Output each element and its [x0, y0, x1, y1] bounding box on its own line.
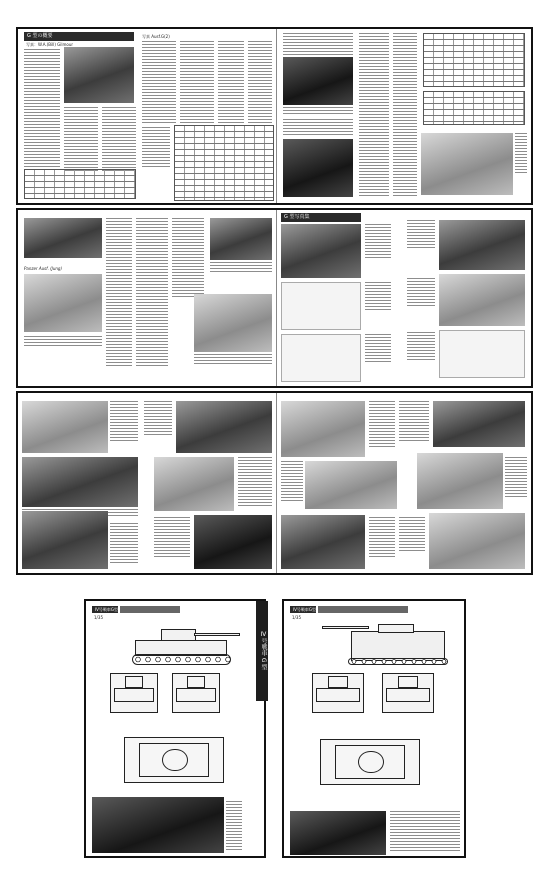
combat-caption-4 — [144, 401, 172, 437]
armor-table — [423, 33, 525, 87]
combat-photo-4 — [176, 401, 272, 453]
article-title: G 型の概要 — [24, 32, 134, 41]
tank-field-photo — [421, 133, 513, 195]
combat-caption-5 — [238, 457, 272, 507]
gallery-caption-1 — [365, 224, 391, 260]
factory-photo — [283, 57, 353, 105]
body-text-col-f — [248, 41, 272, 123]
spread-1-right-tag: 写真 Ausf.G(2) — [142, 34, 170, 39]
rear-view-drawing — [172, 673, 220, 713]
tank-side-photo — [24, 218, 102, 258]
drawing-header-left: IV号戦車G型 — [92, 606, 118, 613]
drawing-page-left — [84, 599, 266, 858]
front-view-drawing-right — [312, 673, 364, 713]
gun-performance-table — [423, 91, 525, 125]
side-view-drawing-skirts — [342, 617, 454, 665]
column-caption-2 — [399, 401, 429, 441]
spread-2-right-page — [277, 210, 531, 386]
column-photo-5 — [281, 515, 365, 569]
combat-photo-2 — [22, 457, 138, 507]
gallery-photo-4 — [439, 220, 525, 270]
spread-1-right-page — [277, 29, 531, 203]
intro-text — [24, 49, 60, 169]
caption-assembly — [283, 119, 353, 135]
photo-caption-script: Panzer Ausf. (Jung) — [24, 266, 63, 271]
caption-turret — [194, 354, 272, 364]
spread-2-left-page — [18, 210, 276, 386]
caption-front — [24, 336, 102, 346]
production-table — [174, 125, 274, 201]
top-text-block — [283, 33, 353, 55]
caption-track — [210, 262, 272, 274]
body-text-col-g — [359, 33, 389, 198]
table-notes — [142, 127, 170, 167]
sidebar-title: Ⅳ号戦車 G 型 — [256, 601, 268, 701]
column-photo-1 — [281, 401, 365, 457]
text-col-3 — [172, 218, 204, 298]
body-text-col-c — [142, 41, 176, 123]
column-photo-2 — [433, 401, 525, 447]
drawing-page-right — [282, 599, 466, 858]
gallery-caption-6 — [407, 332, 435, 362]
spread-1-left-page — [18, 29, 276, 203]
caption-factory — [283, 107, 353, 115]
column-caption-5 — [369, 517, 395, 557]
combat-caption-6 — [154, 517, 190, 557]
column-photo-3 — [305, 461, 397, 509]
column-caption-6 — [399, 517, 425, 553]
body-text-col-e — [218, 41, 244, 123]
rear-view-drawing-right — [382, 673, 434, 713]
body-text-col-b — [102, 107, 136, 171]
spec-table — [24, 169, 136, 199]
spread-3-left-page — [18, 393, 276, 573]
column-photo-4 — [417, 453, 503, 509]
spread-3 — [16, 391, 533, 575]
side-view-drawing — [126, 617, 236, 665]
gallery-photo-6 — [439, 330, 525, 378]
tank-crew-photo — [64, 47, 134, 103]
combat-photo-1 — [22, 401, 108, 453]
wreck-photo-left — [92, 797, 224, 853]
gallery-photo-3 — [281, 334, 361, 382]
gallery-caption-3 — [365, 334, 391, 364]
combat-photo-6 — [194, 515, 272, 569]
drawing-subheader-right — [318, 606, 408, 613]
drawing-header-right: IV号戦車G型 — [290, 606, 316, 613]
column-caption-1 — [369, 401, 395, 447]
track-closeup-photo — [210, 218, 272, 260]
gallery-caption-2 — [365, 282, 391, 312]
wreck-caption-right — [390, 811, 460, 851]
drawing-scale-left: 1/35 — [94, 615, 103, 620]
front-view-drawing — [110, 673, 158, 713]
body-text-col-d — [180, 41, 214, 123]
body-text-col-a — [64, 107, 98, 171]
text-col-2 — [136, 218, 168, 368]
gallery-photo-5 — [439, 274, 525, 326]
combat-caption-3 — [110, 523, 138, 563]
article-credit: 写真：W.A.(Bill) Gilmour — [26, 42, 74, 47]
wreck-caption-left — [226, 801, 242, 851]
wreck-photo-right — [290, 811, 386, 855]
column-caption-4 — [505, 457, 527, 497]
assembly-line-photo — [283, 139, 353, 197]
gallery-caption-5 — [407, 278, 435, 308]
spread-1 — [16, 27, 533, 205]
column-photo-6 — [429, 513, 525, 569]
column-caption-3 — [281, 461, 303, 501]
combat-photo-3 — [22, 511, 108, 569]
spread-3-right-page — [277, 393, 531, 573]
gallery-title: G 型写真集 — [281, 213, 361, 222]
gallery-caption-4 — [407, 220, 435, 250]
combat-caption-1 — [110, 401, 138, 441]
body-text-col-h — [393, 33, 417, 198]
text-col-1 — [106, 218, 132, 368]
drawing-scale-right: 1/35 — [292, 615, 301, 620]
top-view-drawing — [124, 737, 224, 783]
gallery-photo-2 — [281, 282, 361, 330]
turret-ring-photo — [194, 294, 272, 352]
top-view-drawing-right — [320, 739, 420, 785]
drawing-subheader-left — [120, 606, 180, 613]
spread-2 — [16, 208, 533, 388]
gallery-photo-1 — [281, 224, 361, 278]
combat-photo-5 — [154, 457, 234, 511]
caption-field — [515, 133, 527, 173]
tank-front-photo — [24, 274, 102, 332]
